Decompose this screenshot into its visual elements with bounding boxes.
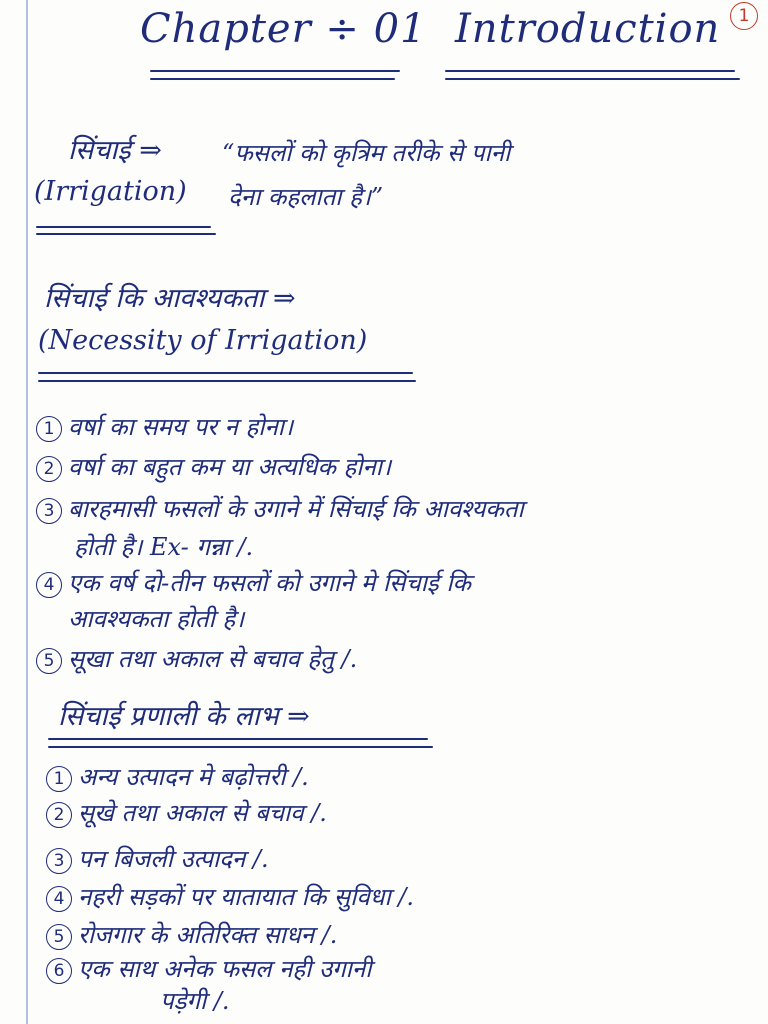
item-text: रोजगार के अतिरिक्त साधन /. [78,921,338,949]
list-item [36,642,357,675]
list-item [46,918,337,951]
list-item [36,450,391,483]
margin-line [26,0,28,1024]
item-number: 3 [46,848,72,874]
item-text: एक साथ अनेक फसल नही उगानी [78,955,372,983]
chapter-underline-2 [150,78,395,80]
item-number: 4 [36,572,62,598]
list-item [36,410,293,443]
item-text: एक वर्ष दो-तीन फसलों को उगाने मे सिंचाई कि [68,569,471,597]
definition-underline-2 [36,233,216,235]
item-number: 4 [46,886,72,912]
necessity-heading-en: (Necessity of Irrigation) [38,325,368,356]
item-text: अन्य उत्पादन मे बढ़ोत्तरी /. [78,763,309,791]
definition-underline-1 [36,226,211,228]
item-number: 2 [46,802,72,828]
item-text-continued: पड़ेगी /. [160,987,230,1015]
item-text: पन बिजली उत्पादन /. [78,845,269,873]
chapter-title: Introduction [455,6,721,52]
title-underline-1 [445,70,735,72]
item-text: वर्षा का समय पर न होना। [68,413,294,441]
item-text-continued: होती है। Ex- गन्ना /. [74,533,254,561]
item-text: सूखा तथा अकाल से बचाव हेतु /. [68,645,358,673]
item-number: 6 [46,958,72,984]
benefits-underline-1 [48,738,428,740]
item-number: 1 [46,766,72,792]
list-item [46,760,309,793]
item-text: नहरी सड़कों पर यातायात कि सुविधा /. [78,883,414,911]
chapter-underline-1 [150,70,400,72]
list-item [46,842,269,875]
definition-term-en: (Irrigation) [34,176,187,207]
list-item [46,796,327,829]
necessity-underline-1 [38,372,413,374]
definition-text-line2: देना कहलाता है।” [228,183,384,211]
item-number: 5 [46,924,72,950]
item-text: बारहमासी फसलों के उगाने में सिंचाई कि आवश्यकता [68,495,524,523]
item-number: 5 [36,648,62,674]
list-item [46,880,414,913]
item-number: 3 [36,498,62,524]
item-number: 1 [36,416,62,442]
title-underline-2 [445,78,740,80]
chapter-label: Chapter ÷ 01 [140,6,427,52]
necessity-underline-2 [38,380,416,382]
list-item [36,492,524,525]
item-text-continued: आवश्यकता होती है। [68,605,245,633]
item-text: वर्षा का बहुत कम या अत्यधिक होना। [68,453,392,481]
item-number: 2 [36,456,62,482]
item-text: सूखे तथा अकाल से बचाव /. [78,799,327,827]
benefits-heading: सिंचाई प्रणाली के लाभ ⇒ [58,701,310,732]
definition-text-line1: “फसलों को कृत्रिम तरीके से पानी [222,139,511,167]
definition-term: सिंचाई ⇒ [68,135,162,166]
benefits-underline-2 [48,746,433,748]
list-item [36,566,471,599]
page-number: 1 [730,2,758,30]
list-item [46,952,371,985]
necessity-heading: सिंचाई कि आवश्यकता ⇒ [44,283,296,314]
